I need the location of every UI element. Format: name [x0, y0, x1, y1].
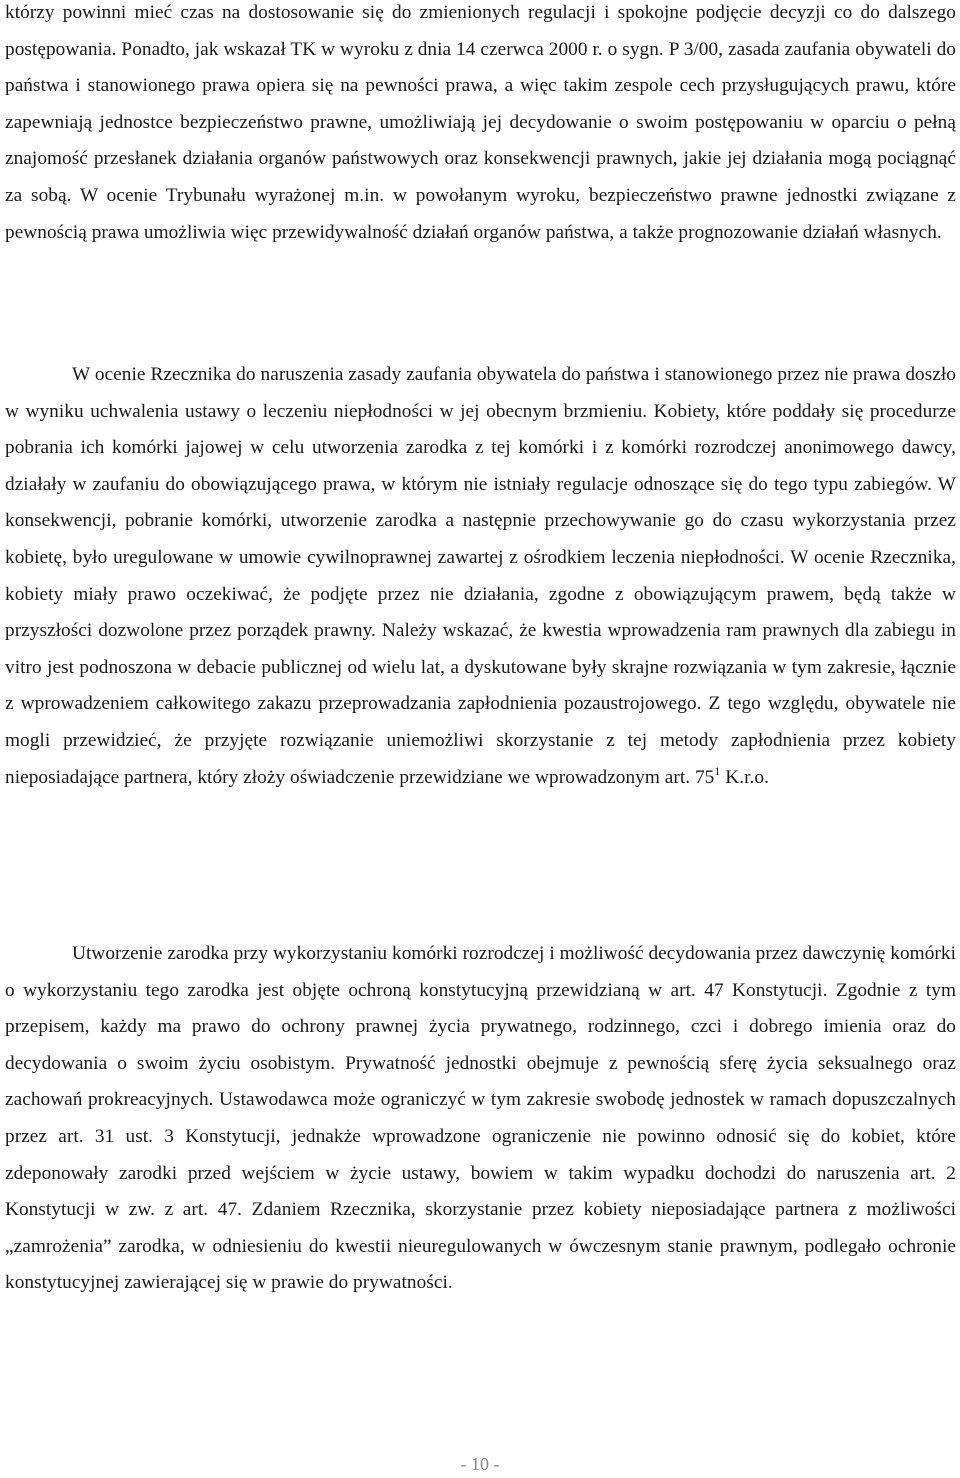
paragraph-text: W ocenie Rzecznika do naruszenia zasady zaufania obywatela do państwa i stanowionego przez nie prawa doszło w wyniku uchwalenia ustawy o leczeniu niepłodności w jej obecnym brzmieniu. Kobiety, które poddały się procedurze pobrania ich komórki jajowej w celu utworzenia zarodka z tej komórki i z komórki rozrodczej anonimowego dawcy, działały w zaufaniu do obowiązującego prawa, w którym nie istniały regulacje odnoszące się do tego typu zabiegów. W konsekwencji, pobranie komórki, utworzenie zarodka a następnie przechowywanie go do czasu wykorzystania przez kobietę, było uregulowane w umowie cywilnoprawnej zawartej z ośrodkiem leczenia niepłodności. W ocenie Rzecznika, kobiety miały prawo oczekiwać, że podjęte przez nie działania, zgodne z obowiązującym prawem, będą także w przyszłości dozwolone przez porządek prawny. Należy wskazać, że kwestia wprowadzenia ram prawnych dla zabiegu in vitro jest podnoszona w debacie publicznej od wielu lat, a dyskutowane były skrajne rozwiązania w tym zakresie, łącznie z wprowadzeniem całkowitego zakazu przeprowadzania zapłodnienia pozaustrojowego. Z tego względu, obywatele nie mogli przewidzieć, że przyjęte rozwiązanie uniemożliwi skorzystanie z tej metody zapłodnienia przez kobiety nieposiadające partnera, który złoży oświadczenie przewidziane we wprowadzonym art. 75: [5, 364, 956, 788]
paragraph-rzecznik-assessment: [5, 357, 956, 796]
paragraph-continuation: [5, 0, 956, 251]
paragraph-text: K.r.o.: [720, 766, 769, 788]
paragraph-text: Utworzenie zarodka przy wykorzystaniu komórki rozrodczej i możliwość decydowania przez dawczynię komórki o wykorzystaniu tego zarodka jest objęte ochroną konstytucyjną przewidzianą w art. 47 Konstytucji. Zgodnie z tym przepisem, każdy ma prawo do ochrony prawnej życia prywatnego, rodzinnego, czci i dobrego imienia oraz do decydowania o swoim życiu osobistym. Prywatność jednostki obejmuje z pewnością sferę życia seksualnego oraz zachowań prokreacyjnych. Ustawodawca może ograniczyć w tym zakresie swobodę jednostek w ramach dopuszczalnych przez art. 31 ust. 3 Konstytucji, jednakże wprowadzone ograniczenie nie powinno odnosić się do kobiet, które zdeponowały zarodki przed wejściem w życie ustawy, bowiem w takim wypadku dochodzi do naruszenia art. 2 Konstytucji w zw. z art. 47. Zdaniem Rzecznika, skorzystanie przez kobiety nieposiadające partnera z możliwości „zamrożenia” zarodka, w odniesieniu do kwestii nieuregulowanych w ówczesnym stanie prawnym, podlegało ochronie konstytucyjnej zawierającej się w prawie do prywatności.: [5, 943, 956, 1294]
paragraph-text: którzy powinni mieć czas na dostosowanie się do zmienionych regulacji i spokojne podjęcie decyzji co do dalszego postępowania. Ponadto, jak wskazał TK w wyroku z dnia 14 czerwca 2000 r. o sygn. P 3/00, zasada zaufania obywateli do państwa i stanowionego prawa opiera się na pewności prawa, a więc takim zespole cech przysługujących prawu, które zapewniają jednostce bezpieczeństwo prawne, umożliwiają jej decydowanie o swoim postępowaniu w oparciu o pełną znajomość przesłanek działania organów państwowych oraz konsekwencji prawnych, jakie jej działania mogą pociągnąć za sobą. W ocenie Trybunału wyrażonej m.in. w powołanym wyroku, bezpieczeństwo prawne jednostki związane z pewnością prawa umożliwia więc przewidywalność działań organów państwa, a także prognozowanie działań własnych.: [5, 2, 956, 243]
page-number: - 10 -: [460, 1454, 500, 1474]
superscript-article-number: 1: [714, 763, 721, 778]
paragraph-constitutional-protection: [5, 936, 956, 1302]
